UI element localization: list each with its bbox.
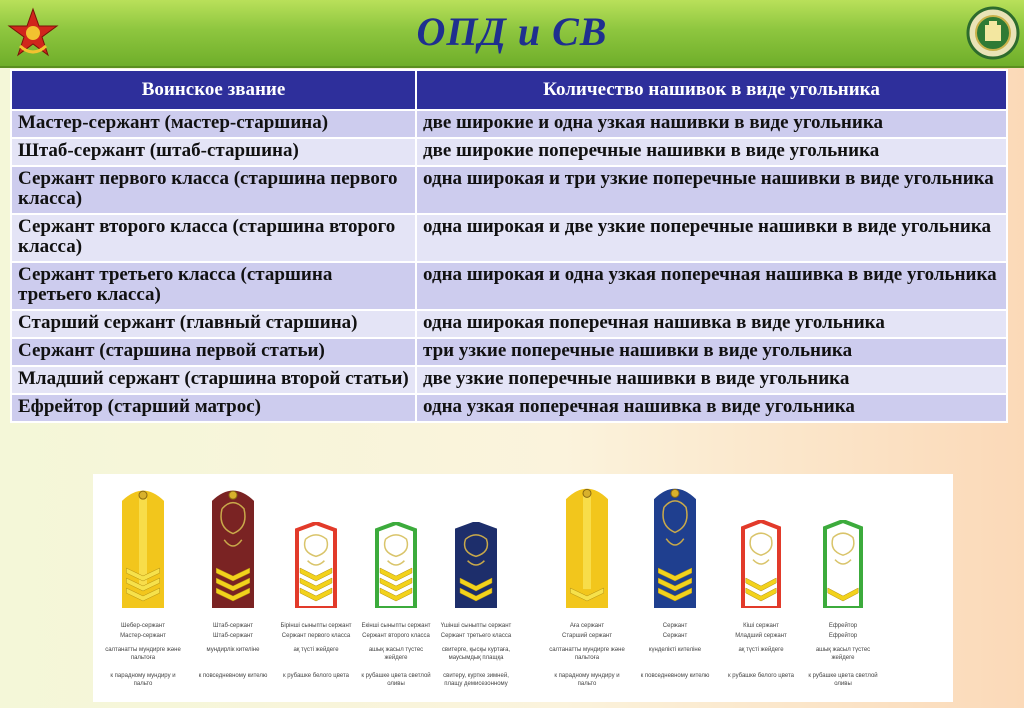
insignia-caption: к рубашке белого цвета	[283, 673, 349, 679]
blue-shoulder-strap-icon	[653, 482, 697, 608]
description-cell: одна узкая поперечная нашивка в виде угольника	[416, 394, 1007, 422]
insignia-item	[723, 474, 799, 702]
rank-cell: Сержант третьего класса (старшина третьего класса)	[11, 262, 416, 310]
gold-shoulder-strap-icon	[121, 484, 165, 608]
insignia-caption: салтанатты мундирге және пальтоға	[549, 647, 625, 661]
insignia-caption: Екінші сыныпты сержант	[361, 623, 431, 629]
white-green-shoulder-strap-icon	[375, 522, 417, 608]
page-title: ОПД и СВ	[416, 9, 608, 54]
insignia-caption: Штаб-сержант	[212, 623, 254, 629]
table-row	[11, 394, 1007, 422]
rank-cell: Сержант второго класса (старшина второго класса)	[11, 214, 416, 262]
insignia-caption: ашық жасыл түстес жейдеге	[815, 647, 871, 661]
insignia-photo	[93, 474, 953, 702]
insignia-caption: Шебер-сержант	[121, 623, 165, 629]
insignia-caption: к парадному мундиру и пальто	[554, 673, 620, 687]
white-green-shoulder-strap-icon	[823, 520, 863, 608]
ranks-table	[10, 69, 1008, 423]
insignia-caption: к рубашке цвета светлой оливы	[808, 673, 878, 687]
description-cell: одна широкая и три узкие поперечные нашивки в виде угольника	[416, 166, 1007, 214]
description-cell: три узкие поперечные нашивки в виде угольника	[416, 338, 1007, 366]
header-bar	[0, 0, 1024, 68]
table-row	[11, 262, 1007, 310]
insignia-caption: свитеру, куртке зимней, плащу демисезонному	[443, 673, 509, 687]
table-header-row	[11, 70, 1007, 110]
insignia-caption: свитерге, қысқы куртаға, маусымдық плащқа	[441, 647, 511, 661]
insignia-caption: к рубашке белого цвета	[728, 673, 794, 679]
column-header-count: Количество нашивок в виде угольника	[416, 70, 1007, 110]
insignia-item	[193, 474, 273, 702]
table-row	[11, 310, 1007, 338]
table-row	[11, 166, 1007, 214]
insignia-caption: Үшінші сыныпты сержант	[440, 623, 512, 629]
insignia-caption: к повседневному кителю	[198, 673, 268, 679]
description-cell: две узкие поперечные нашивки в виде угольника	[416, 366, 1007, 394]
insignia-caption: ашық жасыл түстес жейдеге	[368, 647, 424, 661]
table-row	[11, 214, 1007, 262]
insignia-caption: Аға сержант	[569, 623, 605, 629]
insignia-caption: Старший сержант	[562, 633, 612, 639]
rank-cell: Ефрейтор (старший матрос)	[11, 394, 416, 422]
insignia-caption: Сержант	[662, 633, 688, 639]
column-header-rank: Воинское звание	[11, 70, 416, 110]
insignia-caption: күнделікті кителіне	[648, 647, 702, 653]
rank-cell: Мастер-сержант (мастер-старшина)	[11, 110, 416, 138]
insignia-caption: Мастер-сержант	[120, 633, 166, 639]
description-cell: две широкие поперечные нашивки в виде угольника	[416, 138, 1007, 166]
insignia-item	[805, 474, 881, 702]
insignia-caption: мундирлік кителіне	[206, 647, 260, 653]
insignia-item	[547, 474, 627, 702]
insignia-item	[437, 474, 515, 702]
rank-cell: Штаб-сержант (штаб-старшина)	[11, 138, 416, 166]
description-cell: две широкие и одна узкая нашивки в виде угольника	[416, 110, 1007, 138]
insignia-caption: Ефрейтор	[828, 633, 858, 639]
insignia-item	[357, 474, 435, 702]
insignia-caption: Сержант первого класса	[281, 633, 351, 639]
maroon-shoulder-strap-icon	[211, 484, 255, 608]
description-cell: одна широкая и одна узкая поперечная нашивка в виде угольника	[416, 262, 1007, 310]
insignia-caption: ақ түсті жейдеге	[738, 647, 784, 653]
insignia-caption: к рубашке цвета светлой оливы	[361, 673, 431, 687]
insignia-caption: Штаб-сержант	[212, 633, 254, 639]
insignia-caption: ақ түсті жейдеге	[293, 647, 339, 653]
navy-shoulder-strap-icon	[455, 522, 497, 608]
table-row	[11, 110, 1007, 138]
insignia-caption: салтанатты мундирге және пальтоға	[105, 647, 181, 661]
rank-cell: Сержант первого класса (старшина первого класса)	[11, 166, 416, 214]
description-cell: одна широкая поперечная нашивка в виде угольника	[416, 310, 1007, 338]
insignia-caption: Сержант второго класса	[362, 633, 430, 639]
insignia-caption: Сержант	[662, 623, 688, 629]
rank-cell: Сержант (старшина первой статьи)	[11, 338, 416, 366]
insignia-item	[277, 474, 355, 702]
white-red-shoulder-strap-icon	[741, 520, 781, 608]
insignia-item	[635, 474, 715, 702]
insignia-caption: Младший сержант	[735, 633, 787, 639]
table-row	[11, 366, 1007, 394]
insignia-item	[103, 474, 183, 702]
gold-shoulder-strap-icon	[565, 482, 609, 608]
insignia-caption: Кіші сержант	[743, 623, 779, 629]
insignia-caption: Сержант третьего класса	[440, 633, 512, 639]
rank-cell: Старший сержант (главный старшина)	[11, 310, 416, 338]
academy-seal-icon	[966, 6, 1020, 60]
table-row	[11, 338, 1007, 366]
description-cell: одна широкая и две узкие поперечные нашивки в виде угольника	[416, 214, 1007, 262]
insignia-caption: к парадному мундиру и пальто	[110, 673, 176, 687]
table-row	[11, 138, 1007, 166]
insignia-caption: Ефрейтор	[828, 623, 858, 629]
insignia-caption: Бірінші сыныпты сержант	[280, 623, 352, 629]
white-red-shoulder-strap-icon	[295, 522, 337, 608]
rank-cell: Младший сержант (старшина второй статьи)	[11, 366, 416, 394]
insignia-caption: к повседневному кителю	[640, 673, 710, 679]
